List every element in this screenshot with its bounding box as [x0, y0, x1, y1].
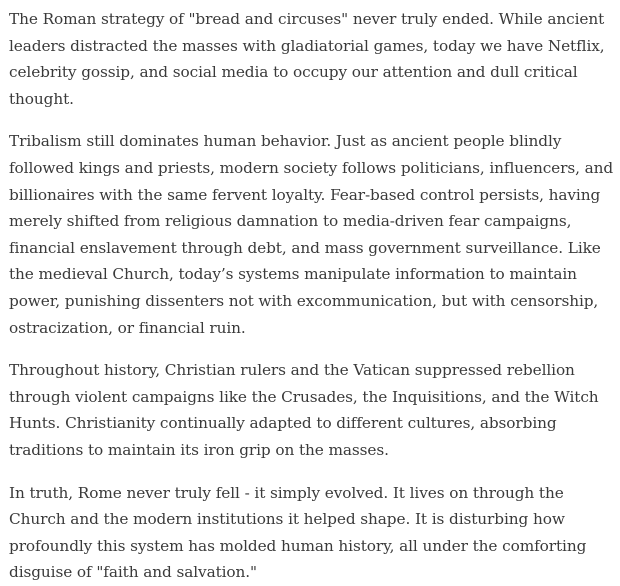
- paragraph-rome-evolved: In truth, Rome never truly fell - it simply evolved. It lives on through the Church and the modern institutions it helped shape. It is disturbing how profoundly this system has molded human history, all under the comforting disguise of "faith and salvation.": [9, 483, 587, 582]
- paragraph-tribalism: Tribalism still dominates human behavior. Just as ancient people blindly followed kings and priests, modern society follows politicians, influencers, and billionaires with the same fervent loyalty. Fear-based control persists, having merely shifted from religious damnation to media-driven fear campaigns, financial enslavement through debt, and mass government surveillance. Like the medieval Church, today’s systems manipulate information to maintain power, punishing dissenters not with excommunication, but with censorship, ostracization, or financial ruin.: [9, 132, 614, 337]
- paragraph-bread-and-circuses: The Roman strategy of "bread and circuses" never truly ended. While ancient leaders distracted the masses with gladiatorial games, today we have Netflix, celebrity gossip, and social media to occupy our attention and dull critical thought.: [9, 10, 605, 108]
- paragraph-christian-rulers: Throughout history, Christian rulers and the Vatican suppressed rebellion through violent campaigns like the Crusades, the Inquisitions, and the Witch Hunts. Christianity continually adapted to different cultures, absorbing traditions to maintain its iron grip on the masses.: [9, 361, 599, 459]
